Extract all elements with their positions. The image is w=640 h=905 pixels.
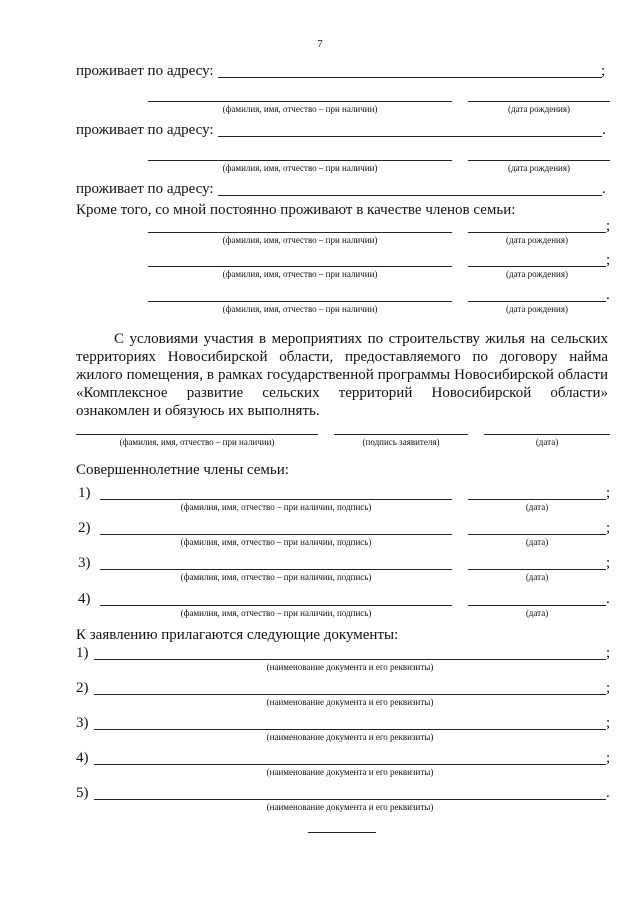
member-fio-sign-line[interactable] — [100, 605, 452, 606]
document-line[interactable] — [94, 799, 606, 800]
date-caption: (дата) — [535, 437, 559, 447]
semicolon: ; — [606, 485, 611, 501]
semicolon: ; — [606, 750, 611, 766]
birthdate-line[interactable] — [468, 101, 610, 102]
address-line[interactable] — [218, 77, 602, 78]
item-number: 1) — [76, 645, 89, 661]
fio-line[interactable] — [148, 232, 452, 233]
item-number: 4) — [76, 750, 89, 766]
documents-title: К заявлению прилагаются следующие документы: — [76, 627, 399, 643]
item-number: 2) — [78, 520, 91, 536]
fio-caption: (фамилия, имя, отчество – при наличии) — [222, 104, 378, 114]
item-number: 5) — [76, 785, 89, 801]
fio-caption: (фамилия, имя, отчество – при наличии) — [222, 163, 378, 173]
fio-sign-caption: (фамилия, имя, отчество – при наличии, подпись) — [180, 502, 372, 512]
birthdate-caption: (дата рождения) — [508, 104, 570, 114]
member-fio-sign-line[interactable] — [100, 569, 452, 570]
item-number: 4) — [78, 591, 91, 607]
document-line[interactable] — [94, 764, 606, 765]
birthdate-line[interactable] — [468, 266, 606, 267]
signature-caption: (подпись заявителя) — [362, 437, 440, 447]
item-number: 3) — [76, 715, 89, 731]
dot: . — [602, 181, 606, 197]
member-date-line[interactable] — [468, 499, 606, 500]
fio-caption: (фамилия, имя, отчество – при наличии) — [222, 304, 378, 314]
end-separator — [308, 832, 376, 833]
member-date-line[interactable] — [468, 569, 606, 570]
fio-line[interactable] — [148, 301, 452, 302]
address-label: проживает по адресу: — [76, 181, 214, 197]
birthdate-caption: (дата рождения) — [506, 269, 568, 279]
applicant-date-line[interactable] — [484, 434, 610, 435]
fio-caption: (фамилия, имя, отчество – при наличии) — [119, 437, 275, 447]
item-number: 2) — [76, 680, 89, 696]
applicant-signature-line[interactable] — [334, 434, 468, 435]
member-date-line[interactable] — [468, 605, 606, 606]
semicolon: ; — [606, 680, 611, 696]
fio-sign-caption: (фамилия, имя, отчество – при наличии, подпись) — [180, 537, 372, 547]
fio-sign-caption: (фамилия, имя, отчество – при наличии, подпись) — [180, 608, 372, 618]
semicolon: ; — [601, 63, 606, 79]
semicolon: ; — [606, 252, 611, 268]
address-label: проживает по адресу: — [76, 122, 214, 138]
dot: . — [606, 591, 610, 607]
date-caption: (дата) — [525, 502, 549, 512]
member-fio-sign-line[interactable] — [100, 534, 452, 535]
document-line[interactable] — [94, 694, 606, 695]
birthdate-caption: (дата рождения) — [506, 235, 568, 245]
fio-caption: (фамилия, имя, отчество – при наличии) — [222, 235, 378, 245]
semicolon: ; — [606, 645, 611, 661]
item-number: 3) — [78, 555, 91, 571]
adult-members-title: Совершеннолетние члены семьи: — [76, 462, 289, 478]
dot: . — [602, 122, 606, 138]
semicolon: ; — [606, 520, 611, 536]
date-caption: (дата) — [525, 572, 549, 582]
fio-line[interactable] — [148, 266, 452, 267]
conditions-paragraph — [76, 330, 608, 420]
birthdate-line[interactable] — [468, 301, 606, 302]
dot: . — [606, 287, 610, 303]
page-number: 7 — [317, 38, 323, 50]
family-intro: Кроме того, со мной постоянно проживают в качестве членов семьи: — [76, 202, 516, 218]
fio-line[interactable] — [148, 160, 452, 161]
item-number: 1) — [78, 485, 91, 501]
address-line[interactable] — [218, 136, 602, 137]
address-label: проживает по адресу: — [76, 63, 214, 79]
document-line[interactable] — [94, 659, 606, 660]
semicolon: ; — [606, 555, 611, 571]
birthdate-line[interactable] — [468, 232, 606, 233]
document-caption: (наименование документа и его реквизиты) — [266, 802, 434, 812]
document-caption: (наименование документа и его реквизиты) — [266, 697, 434, 707]
document-line[interactable] — [94, 729, 606, 730]
document-caption: (наименование документа и его реквизиты) — [266, 662, 434, 672]
address-line[interactable] — [218, 195, 602, 196]
birthdate-caption: (дата рождения) — [508, 163, 570, 173]
birthdate-caption: (дата рождения) — [506, 304, 568, 314]
fio-caption: (фамилия, имя, отчество – при наличии) — [222, 269, 378, 279]
applicant-fio-line[interactable] — [76, 434, 318, 435]
semicolon: ; — [606, 218, 611, 234]
member-date-line[interactable] — [468, 534, 606, 535]
fio-line[interactable] — [148, 101, 452, 102]
date-caption: (дата) — [525, 537, 549, 547]
semicolon: ; — [606, 715, 611, 731]
dot: . — [606, 785, 610, 801]
conditions-text: С условиями участия в мероприятиях по строительству жилья на сельских территориях Новосибирской области, предоставляемого по договору найма жилого помещения, в рамках государственной программы Новосибирской области «Комплексное развитие сельских территорий Новосибирской области» ознакомлен и обязуюсь их выполнять. — [76, 331, 608, 419]
member-fio-sign-line[interactable] — [100, 499, 452, 500]
document-caption: (наименование документа и его реквизиты) — [266, 732, 434, 742]
fio-sign-caption: (фамилия, имя, отчество – при наличии, подпись) — [180, 572, 372, 582]
date-caption: (дата) — [525, 608, 549, 618]
document-caption: (наименование документа и его реквизиты) — [266, 767, 434, 777]
birthdate-line[interactable] — [468, 160, 610, 161]
